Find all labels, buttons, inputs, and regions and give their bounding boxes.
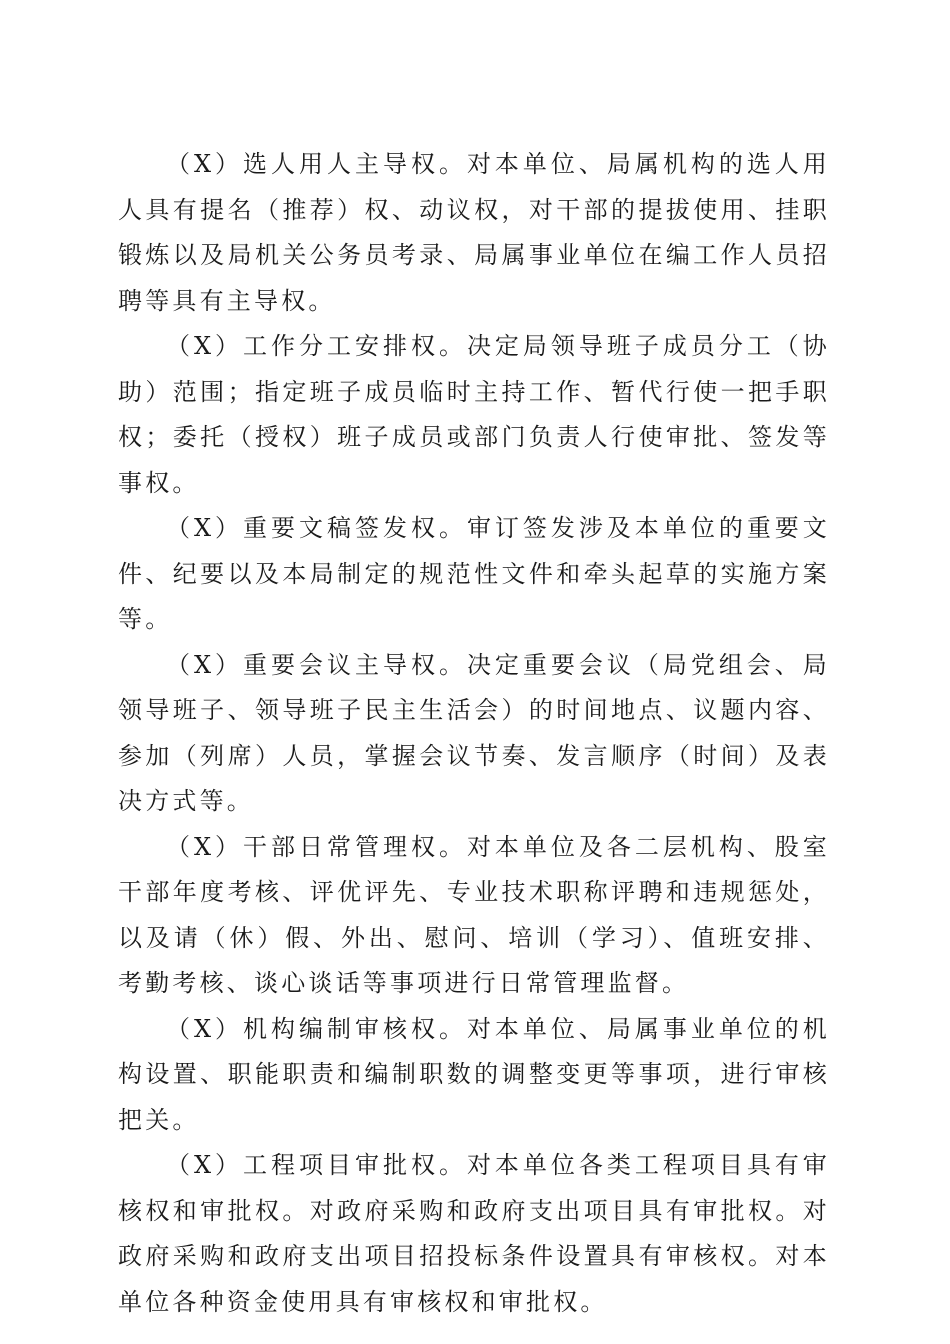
paragraph-project-approval: （X）工程项目审批权。对本单位各类工程项目具有审核权和审批权。对政府采购和政府支出项目具有审批权。对政府采购和政府支出项目招投标条件设置具有审核权。对本单位各种资金使用具有审核权和审批权。 <box>118 1151 830 1316</box>
document-body <box>118 142 830 1325</box>
paragraph-personnel-selection: （X）选人用人主导权。对本单位、局属机构的选人用人具有提名（推荐）权、动议权，对干部的提拔使用、挂职锻炼以及局机关公务员考录、局属事业单位在编工作人员招聘等具有主导权。 <box>118 150 830 315</box>
paragraph-meeting-leadership: （X）重要会议主导权。决定重要会议（局党组会、局领导班子、领导班子民主生活会）的时间地点、议题内容、参加（列席）人员，掌握会议节奏、发言顺序（时间）及表决方式等。 <box>118 650 830 815</box>
paragraph-document-signoff: （X）重要文稿签发权。审订签发涉及本单位的重要文件、纪要以及本局制定的规范性文件和牵头起草的实施方案等。 <box>118 514 830 633</box>
paragraph-cadre-management: （X）干部日常管理权。对本单位及各二层机构、股室干部年度考核、评优评先、专业技术职称评聘和违规惩处，以及请（休）假、外出、慰问、培训（学习）、值班安排、考勤考核、谈心谈话等事项进行日常管理监督。 <box>118 832 830 997</box>
paragraph-organization-review: （X）机构编制审核权。对本单位、局属事业单位的机构设置、职能职责和编制职数的调整变更等事项，进行审核把关。 <box>118 1014 830 1134</box>
paragraph-work-division: （X）工作分工安排权。决定局领导班子成员分工（协助）范围；指定班子成员临时主持工作、暂代行使一把手职权；委托（授权）班子成员或部门负责人行使审批、签发等事权。 <box>118 332 830 497</box>
